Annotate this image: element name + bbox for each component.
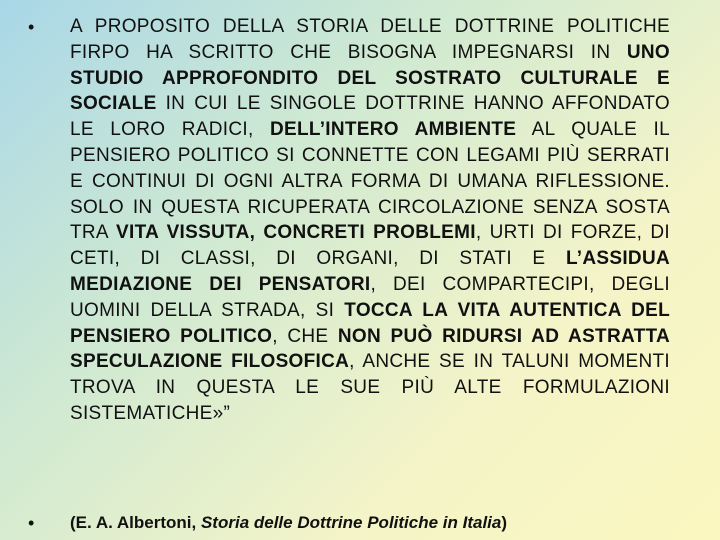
citation-author: (E. A. Albertoni, (70, 513, 201, 532)
quote-emphasis: UNO STUDIO APPROFONDITO DEL SOSTRATO CULTURALE E SOCIALE (70, 41, 670, 115)
quote-emphasis: L’ASSIDUA MEDIAZIONE DEI PENSATORI (70, 248, 670, 295)
quote-text: IN CUI LE SINGOLE DOTTRINE HANNO AFFONDATO LE LORO RADICI, (70, 93, 670, 141)
quote-text: , URTI DI FORZE, DI CETI, DI CLASSI, DI ORGANI, DI STATI E (70, 222, 670, 270)
quote-text: , DEI COMPARTECIPI, DEGLI UOMINI DELLA STRADA, SI (70, 273, 670, 321)
quote-text: , ANCHE SE IN TALUNI MOMENTI TROVA IN QUESTA LE SUE PIÙ ALTE FORMULAZIONI SISTEMATICHE»” (70, 351, 671, 424)
citation-book-title: Storia delle Dottrine Politiche in Italia (200, 513, 502, 532)
quote-text: AL QUALE IL PENSIERO POLITICO SI CONNETTE CON LEGAMI PIÙ SERRATI E CONTINUI DI OGNI ALTRA FORMA DI UMANA RIFLESSIONE. SOLO IN QUESTA RICUPERATA CIRCOLAZIONE SENZA SOSTA TRA (70, 119, 670, 244)
quote-text: , CHE (272, 325, 338, 347)
quote-emphasis: TOCCA LA VITA AUTENTICA DEL PENSIERO POLITICO (70, 299, 670, 347)
quote-text: A PROPOSITO DELLA STORIA DELLE DOTTRINE POLITICHE FIRPO HA SCRITTO CHE BISOGNA IMPEGNARSI IN (70, 16, 670, 63)
citation (70, 510, 710, 536)
quote-emphasis: VITA VISSUTA, CONCRETI PROBLEMI (116, 222, 476, 244)
bullet-marker: • (28, 17, 35, 37)
quote-emphasis: NON PUÒ RIDURSI AD ASTRATTA SPECULAZIONE FILOSOFICA (70, 325, 671, 373)
citation-close: ) (501, 513, 508, 532)
quote-paragraph (70, 14, 670, 427)
quote-emphasis: DELL’INTERO AMBIENTE (269, 119, 517, 141)
bullet-marker: • (28, 513, 35, 533)
